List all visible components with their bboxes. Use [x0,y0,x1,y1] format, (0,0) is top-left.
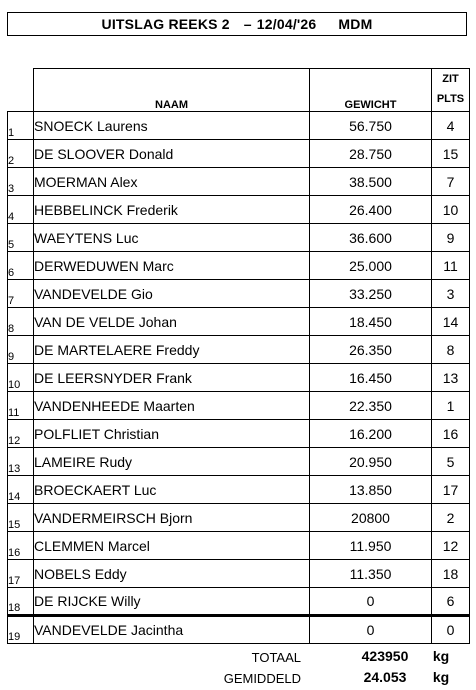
row-number: 3 [8,168,34,196]
row-weight: 0 [310,588,432,616]
row-weight: 18.450 [310,308,432,336]
row-seat: 17 [432,476,470,504]
row-weight: 11.950 [310,532,432,560]
row-seat: 18 [432,560,470,588]
average-label: GEMIDDELD [223,671,301,686]
table-row [8,532,470,560]
column-header-weight: GEWICHT [310,69,432,112]
table-header-row [8,69,470,112]
row-number: 7 [8,280,34,308]
row-name: DE RIJCKE Willy [34,588,310,616]
row-name: DE SLOOVER Donald [34,140,310,168]
row-weight: 22.350 [310,392,432,420]
row-seat: 2 [432,504,470,532]
table-row [8,112,470,140]
row-seat: 1 [432,392,470,420]
row-weight: 16.200 [310,420,432,448]
table-row [8,420,470,448]
row-seat: 13 [432,364,470,392]
row-number: 11 [8,392,34,420]
row-weight: 26.350 [310,336,432,364]
row-seat: 7 [432,168,470,196]
table-row [8,140,470,168]
row-number: 15 [8,504,34,532]
row-number: 4 [8,196,34,224]
row-name: MOERMAN Alex [34,168,310,196]
row-number: 5 [8,224,34,252]
row-weight: 16.450 [310,364,432,392]
column-header-seat [432,69,470,112]
row-weight: 38.500 [310,168,432,196]
row-seat: 0 [432,616,470,644]
row-number: 17 [8,560,34,588]
row-name: VANDENHEEDE Maarten [34,392,310,420]
row-seat: 11 [432,252,470,280]
row-seat: 9 [432,224,470,252]
row-number: 12 [8,420,34,448]
row-number: 16 [8,532,34,560]
table-row [8,588,470,616]
row-number: 19 [8,616,34,644]
row-weight: 36.600 [310,224,432,252]
table-row [8,252,470,280]
row-weight: 33.250 [310,280,432,308]
row-name: LAMEIRE Rudy [34,448,310,476]
row-number: 8 [8,308,34,336]
row-number: 2 [8,140,34,168]
row-weight: 25.000 [310,252,432,280]
table-row [8,364,470,392]
row-weight: 11.350 [310,560,432,588]
title-date: 12/04/'26 [256,16,317,32]
row-name: DE LEERSNYDER Frank [34,364,310,392]
row-number: 6 [8,252,34,280]
row-name: VAN DE VELDE Johan [34,308,310,336]
table-row [8,448,470,476]
row-name: SNOECK Laurens [34,112,310,140]
table-row [8,504,470,532]
table-row [8,308,470,336]
average-unit: kg [432,669,450,685]
row-number: 10 [8,364,34,392]
row-seat: 14 [432,308,470,336]
row-number: 14 [8,476,34,504]
title-code: MDM [338,16,373,32]
row-number: 18 [8,588,34,616]
header-blank-cell [8,69,34,112]
row-name: DERWEDUWEN Marc [34,252,310,280]
table-row [8,280,470,308]
row-seat: 16 [432,420,470,448]
title-dash: – [243,16,252,32]
title-text: UITSLAG REEKS 2 [101,16,230,32]
total-unit: kg [432,648,450,664]
row-weight: 13.850 [310,476,432,504]
row-seat: 3 [432,280,470,308]
results-table [7,68,470,644]
average-value: 24.053 [363,669,407,685]
row-weight: 28.750 [310,140,432,168]
seat-header-line1: ZIT [442,73,459,85]
row-seat: 5 [432,448,470,476]
row-name: HEBBELINCK Frederik [34,196,310,224]
seat-header-line2: PLTS [436,93,465,105]
table-row [8,336,470,364]
row-name: VANDEVELDE Jacintha [34,616,310,644]
table-row [8,560,470,588]
row-number: 1 [8,112,34,140]
row-weight: 56.750 [310,112,432,140]
row-name: POLFLIET Christian [34,420,310,448]
table-row [8,168,470,196]
row-weight: 20.950 [310,448,432,476]
total-value: 423950 [361,648,409,664]
row-name: DE MARTELAERE Freddy [34,336,310,364]
row-name: VANDERMEIRSCH Bjorn [34,504,310,532]
total-label: TOTAAL [251,650,301,665]
page-title [7,12,467,36]
row-weight: 0 [310,616,432,644]
row-seat: 10 [432,196,470,224]
results-body [8,112,470,644]
row-name: BROECKAERT Luc [34,476,310,504]
row-name: VANDEVELDE Gio [34,280,310,308]
row-number: 9 [8,336,34,364]
table-row [8,196,470,224]
table-row [8,616,470,644]
row-seat: 6 [432,588,470,616]
row-seat: 8 [432,336,470,364]
row-weight: 26.400 [310,196,432,224]
row-name: CLEMMEN Marcel [34,532,310,560]
row-seat: 12 [432,532,470,560]
row-name: WAEYTENS Luc [34,224,310,252]
column-header-name: NAAM [34,69,310,112]
row-number: 13 [8,448,34,476]
table-row [8,476,470,504]
row-name: NOBELS Eddy [34,560,310,588]
row-weight: 20800 [310,504,432,532]
table-row [8,224,470,252]
table-row [8,392,470,420]
row-seat: 15 [432,140,470,168]
row-seat: 4 [432,112,470,140]
